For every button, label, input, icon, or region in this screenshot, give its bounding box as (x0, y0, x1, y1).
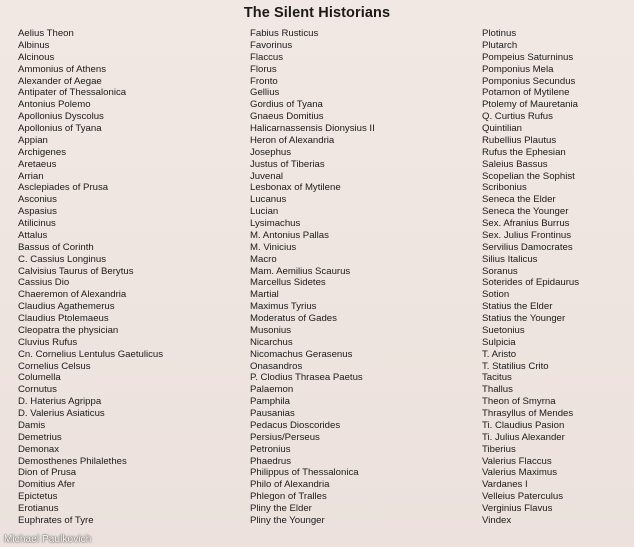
historian-name: Ti. Claudius Pasion (482, 419, 565, 431)
historian-name: Flaccus (250, 51, 284, 63)
historian-name: Pliny the Elder (250, 503, 312, 514)
historian-name: Damis (18, 419, 46, 431)
historian-name: Apollonius of Tyana (18, 123, 102, 134)
historian-name: Domitius Afer (18, 479, 76, 491)
historian-name: Appian (18, 134, 48, 146)
historian-name: Attalus (18, 229, 48, 241)
historian-name: Calvisius Taurus of Berytus (18, 265, 134, 277)
historian-name: Soterides of Epidaurus (482, 277, 580, 289)
historian-name: Scopelian the Sophist (482, 170, 575, 182)
historian-name: Favorinus (250, 39, 293, 51)
historian-name: Ammonius of Athens (18, 63, 106, 75)
historian-name: Pamphila (250, 396, 290, 408)
historian-name: Juvenal (250, 170, 284, 182)
historian-name: Demosthenes Philalethes (18, 455, 127, 467)
historian-name: Seneca the Younger (482, 206, 569, 218)
historian-name: Plutarch (482, 39, 518, 51)
historian-name: Heron of Alexandria (250, 134, 335, 146)
historian-name: Chaeremon of Alexandria (18, 289, 127, 301)
historian-name: M. Antonius Pallas (250, 229, 329, 241)
historian-name: Lysimachus (250, 218, 301, 229)
historian-name: Lesbonax of Mytilene (250, 182, 341, 194)
historian-name: Lucian (250, 206, 279, 218)
historian-name: Asclepiades of Prusa (18, 182, 109, 194)
historian-name: Aretaeus (18, 158, 57, 170)
historian-name: Philippus of Thessalonica (250, 467, 359, 479)
names-column-2 (250, 28, 375, 527)
historian-name: Cassius Dio (18, 277, 70, 289)
historian-name: Maximus Tyrius (250, 301, 317, 313)
historian-name: Cornutus (18, 384, 57, 396)
historian-name: Silius Italicus (482, 253, 538, 265)
historian-name: Dion of Prusa (18, 467, 77, 479)
historian-name: Moderatus of Gades (250, 313, 337, 324)
historian-name: Alcinous (18, 51, 55, 63)
historian-name: Theon of Smyrna (482, 396, 556, 408)
historian-name: Lucanus (250, 194, 287, 206)
historian-name: Sex. Afranius Burrus (482, 218, 570, 229)
historian-name: Pomponius Secundus (482, 75, 576, 87)
historian-name: P. Clodius Thrasea Paetus (250, 372, 363, 384)
historian-name: Palaemon (250, 384, 294, 396)
historian-name: Gellius (250, 87, 280, 99)
historian-name: Seneca the Elder (482, 194, 556, 206)
historian-name: Marcellus Sidetes (250, 277, 326, 289)
historian-name: T. Statilius Crito (482, 360, 549, 372)
historian-name: Verginius Flavus (482, 503, 553, 514)
historian-name: D. Valerius Asiaticus (18, 408, 105, 419)
historian-name: Pausanias (250, 408, 295, 419)
historian-name: Sulpicia (482, 336, 516, 348)
historian-name: Sex. Julius Frontinus (482, 229, 572, 241)
historian-name: Claudius Ptolemaeus (18, 313, 109, 324)
historian-name: Apollonius Dyscolus (18, 111, 104, 123)
historian-name: Columella (18, 372, 61, 384)
historian-name: Gordius of Tyana (250, 99, 323, 111)
historian-name: Mam. Aemilius Scaurus (250, 265, 351, 277)
historian-name: Sotion (482, 289, 510, 301)
historian-name: Petronius (250, 443, 291, 455)
historian-name: Macro (250, 253, 277, 265)
historian-name: Florus (250, 63, 277, 75)
historian-name: Tiberius (482, 443, 516, 455)
historian-name: Pliny the Younger (250, 514, 325, 526)
page-title: The Silent Historians (243, 5, 391, 21)
historian-name: Fronto (250, 75, 278, 87)
historian-name: Phaedrus (250, 455, 292, 467)
historian-name: Fabius Rusticus (250, 28, 319, 39)
historian-name: Philo of Alexandria (250, 479, 330, 491)
historian-name: Saleius Bassus (482, 158, 548, 170)
historian-name: C. Cassius Longinus (18, 253, 106, 265)
historian-name: Nicomachus Gerasenus (250, 348, 353, 360)
historian-name: Asconius (18, 194, 57, 206)
historian-name: Pedacus Dioscorides (250, 419, 341, 431)
historian-name: Erotianus (18, 503, 59, 514)
historian-name: Claudius Agathemerus (18, 301, 115, 313)
historian-name: Potamon of Mytilene (482, 87, 570, 99)
historian-name: Tacitus (482, 372, 512, 384)
historian-name: Rubellius Plautus (482, 134, 557, 146)
historian-name: Antonius Polemo (18, 99, 91, 111)
historian-name: Cluvius Rufus (18, 336, 78, 348)
historian-name: Quintilian (482, 123, 522, 134)
historian-name: Vindex (482, 514, 512, 526)
historian-name: Pompeius Saturninus (482, 51, 574, 63)
historian-name: Servilius Damocrates (482, 241, 573, 253)
historian-name: Musonius (250, 324, 292, 336)
historian-name: Persius/Perseus (250, 431, 320, 443)
historian-name: Velleius Paterculus (482, 491, 564, 503)
historian-name: Phlegon of Tralles (250, 491, 327, 503)
historian-name: Suetonius (482, 324, 525, 336)
historian-name: Josephus (250, 146, 292, 158)
historian-name: Halicarnassensis Dionysius II (250, 123, 375, 134)
historian-name: Plotinus (482, 28, 517, 39)
historian-name: Valerius Flaccus (482, 455, 552, 467)
historian-name: Thallus (482, 384, 513, 396)
historian-name: Atilicinus (18, 218, 56, 229)
historian-name: Ptolemy of Mauretania (482, 99, 578, 111)
historian-name: Demetrius (18, 431, 62, 443)
historian-name: Justus of Tiberias (250, 158, 325, 170)
historian-name: M. Vinicius (250, 241, 297, 253)
historian-name: Alexander of Aegae (18, 75, 102, 87)
historian-name: Epictetus (18, 491, 58, 503)
historian-name: Vardanes I (482, 479, 528, 491)
historian-name: Q. Curtius Rufus (482, 111, 553, 123)
historian-name: Antipater of Thessalonica (18, 87, 127, 99)
historian-name: Onasandros (250, 360, 303, 372)
historian-name: Nicarchus (250, 336, 293, 348)
historian-name: Euphrates of Tyre (18, 514, 94, 526)
historian-name: Martial (250, 289, 279, 301)
historian-name: Bassus of Corinth (18, 241, 94, 253)
historian-name: Pomponius Mela (482, 63, 554, 75)
historian-name: Albinus (18, 39, 50, 51)
historian-name: Cleopatra the physician (18, 324, 119, 336)
historian-name: Cornelius Celsus (18, 360, 91, 372)
historian-name: Archigenes (18, 146, 66, 158)
historian-name: Demonax (18, 443, 60, 455)
historian-name: Cn. Cornelius Lentulus Gaetulicus (18, 348, 164, 360)
historian-name: D. Haterius Agrippa (18, 396, 102, 408)
historian-name: T. Aristo (482, 348, 517, 360)
photo-credit: Michael Paulkovich (4, 534, 92, 545)
historian-name: Scribonius (482, 182, 527, 194)
names-column-3 (482, 28, 579, 527)
historian-name: Statius the Younger (482, 313, 566, 324)
historian-name: Valerius Maximus (482, 467, 557, 479)
historian-name: Soranus (482, 265, 518, 277)
names-column-1 (18, 28, 163, 527)
historian-name: Rufus the Ephesian (482, 146, 566, 158)
historian-name: Thrasyllus of Mendes (482, 408, 574, 419)
historian-name: Arrian (18, 170, 44, 182)
historian-name: Statius the Elder (482, 301, 553, 313)
historian-name: Aspasius (18, 206, 57, 218)
historian-name: Ti. Julius Alexander (482, 431, 565, 443)
historian-name: Gnaeus Domitius (250, 111, 324, 123)
historian-name: Aelius Theon (18, 28, 74, 39)
